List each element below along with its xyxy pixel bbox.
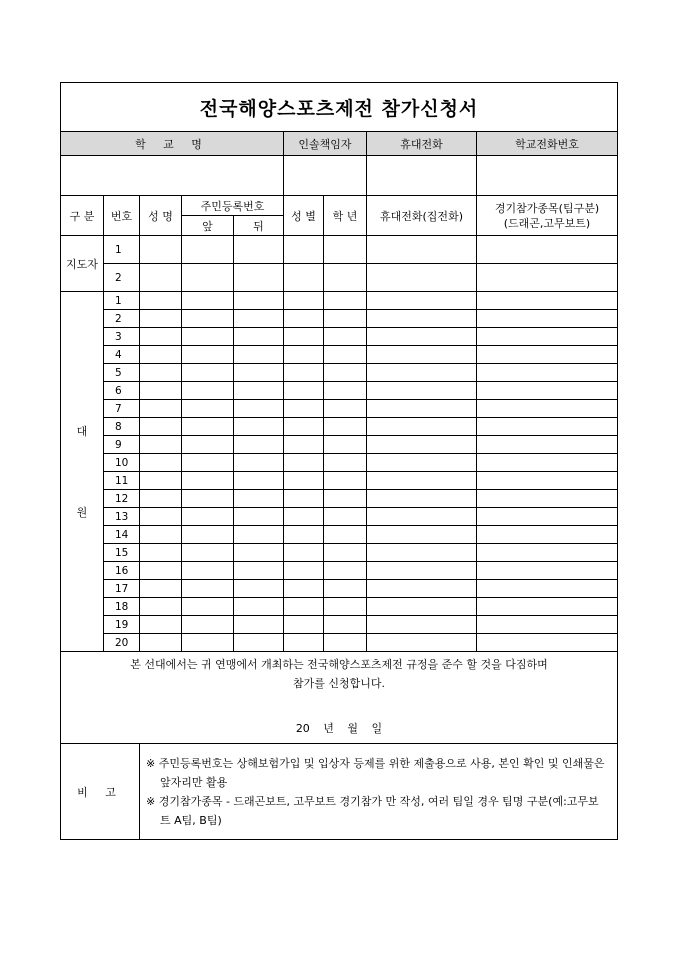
member-event-cell[interactable]: [477, 382, 618, 400]
member-row: [61, 490, 618, 508]
member-resident-front-cell[interactable]: [182, 634, 234, 652]
member-mobile-home-cell[interactable]: [367, 292, 477, 310]
member-mobile-home-cell[interactable]: [367, 328, 477, 346]
member-event-cell[interactable]: [477, 418, 618, 436]
member-event-cell[interactable]: [477, 544, 618, 562]
member-row-number: 15: [104, 544, 140, 562]
member-grade-cell[interactable]: [324, 490, 367, 508]
member-event-cell[interactable]: [477, 526, 618, 544]
member-name-cell[interactable]: [140, 400, 182, 418]
member-resident-back-cell[interactable]: [234, 598, 284, 616]
member-name-cell[interactable]: [140, 310, 182, 328]
member-mobile-home-cell[interactable]: [367, 310, 477, 328]
member-resident-back-cell[interactable]: [234, 418, 284, 436]
member-event-cell[interactable]: [477, 598, 618, 616]
member-row: [61, 436, 618, 454]
member-event-cell[interactable]: [477, 436, 618, 454]
member-gender-cell[interactable]: [284, 382, 324, 400]
member-row-number: 1: [104, 292, 140, 310]
member-resident-back-cell[interactable]: [234, 436, 284, 454]
member-resident-front-cell[interactable]: [182, 346, 234, 364]
member-resident-back-cell[interactable]: [234, 400, 284, 418]
member-resident-back-cell[interactable]: [234, 526, 284, 544]
member-resident-front-cell[interactable]: [182, 526, 234, 544]
member-gender-cell[interactable]: [284, 526, 324, 544]
member-grade-cell[interactable]: [324, 364, 367, 382]
member-name-cell[interactable]: [140, 490, 182, 508]
member-row: [61, 418, 618, 436]
pledge-statement: [61, 652, 618, 744]
instructor-grade-cell[interactable]: [324, 236, 367, 264]
member-row: [61, 598, 618, 616]
member-gender-cell[interactable]: [284, 562, 324, 580]
member-resident-front-cell[interactable]: [182, 400, 234, 418]
member-grade-cell[interactable]: [324, 598, 367, 616]
instructor-row: [61, 236, 618, 264]
member-resident-front-cell[interactable]: [182, 328, 234, 346]
member-name-cell[interactable]: [140, 436, 182, 454]
member-mobile-home-cell[interactable]: [367, 490, 477, 508]
member-resident-front-cell[interactable]: [182, 382, 234, 400]
member-gender-cell[interactable]: [284, 544, 324, 562]
member-resident-front-cell[interactable]: [182, 562, 234, 580]
member-resident-front-cell[interactable]: [182, 436, 234, 454]
member-gender-cell[interactable]: [284, 436, 324, 454]
member-gender-cell[interactable]: [284, 346, 324, 364]
member-gender-cell[interactable]: [284, 364, 324, 382]
member-name-cell[interactable]: [140, 544, 182, 562]
member-event-cell[interactable]: [477, 328, 618, 346]
member-name-cell[interactable]: [140, 418, 182, 436]
instructor-event-cell[interactable]: [477, 236, 618, 264]
member-resident-front-cell[interactable]: [182, 364, 234, 382]
instructor-row-number: 2: [104, 264, 140, 292]
member-mobile-home-cell[interactable]: [367, 598, 477, 616]
member-resident-back-cell[interactable]: [234, 562, 284, 580]
member-event-cell[interactable]: [477, 292, 618, 310]
member-resident-back-cell[interactable]: [234, 490, 284, 508]
instructor-rows: [61, 236, 618, 292]
member-resident-back-cell[interactable]: [234, 634, 284, 652]
school-phone-field[interactable]: [477, 156, 618, 196]
resident-back-header: 뒤: [234, 216, 284, 236]
member-grade-cell[interactable]: [324, 346, 367, 364]
member-gender-cell[interactable]: [284, 634, 324, 652]
member-resident-front-cell[interactable]: [182, 472, 234, 490]
member-grade-cell[interactable]: [324, 328, 367, 346]
member-resident-back-cell[interactable]: [234, 580, 284, 598]
member-row: [61, 454, 618, 472]
member-resident-back-cell[interactable]: [234, 310, 284, 328]
leader-field[interactable]: [284, 156, 367, 196]
member-mobile-home-cell[interactable]: [367, 634, 477, 652]
member-name-cell[interactable]: [140, 472, 182, 490]
member-grade-cell[interactable]: [324, 580, 367, 598]
member-event-cell[interactable]: [477, 562, 618, 580]
member-event-cell[interactable]: [477, 346, 618, 364]
member-label: [61, 292, 104, 652]
instructor-gender-cell[interactable]: [284, 236, 324, 264]
member-resident-back-cell[interactable]: [234, 544, 284, 562]
leader-header: 인솔책임자: [284, 132, 367, 156]
member-gender-cell[interactable]: [284, 472, 324, 490]
member-event-cell[interactable]: [477, 364, 618, 382]
member-row: [61, 400, 618, 418]
member-grade-cell[interactable]: [324, 634, 367, 652]
member-mobile-home-cell[interactable]: [367, 508, 477, 526]
member-name-cell[interactable]: [140, 508, 182, 526]
member-name-cell[interactable]: [140, 562, 182, 580]
member-row: [61, 634, 618, 652]
member-gender-cell[interactable]: [284, 454, 324, 472]
member-mobile-home-cell[interactable]: [367, 364, 477, 382]
member-gender-cell[interactable]: [284, 400, 324, 418]
member-mobile-home-cell[interactable]: [367, 580, 477, 598]
resident-no-header: 주민등록번호: [182, 196, 284, 216]
member-row-number: 20: [104, 634, 140, 652]
member-row: [61, 364, 618, 382]
application-table: [60, 82, 618, 840]
member-mobile-home-cell[interactable]: [367, 544, 477, 562]
member-mobile-home-cell[interactable]: [367, 418, 477, 436]
member-row: [61, 526, 618, 544]
member-name-cell[interactable]: [140, 346, 182, 364]
member-gender-cell[interactable]: [284, 616, 324, 634]
grade-header: 학 년: [324, 196, 367, 236]
pledge-line1: 본 선대에서는 귀 연맹에서 개최하는 전국해양스포츠제전 규정을 준수 할 것을 다짐하며: [130, 658, 548, 671]
member-row: [61, 328, 618, 346]
member-row-number: 18: [104, 598, 140, 616]
member-name-cell[interactable]: [140, 634, 182, 652]
member-gender-cell[interactable]: [284, 508, 324, 526]
member-row-number: 17: [104, 580, 140, 598]
member-grade-cell[interactable]: [324, 310, 367, 328]
remark-note: ※ 경기참가종목 - 드래곤보트, 고무보트 경기참가 만 작성, 여러 팀일 경우 팀명 구분(예:고무보트 A팀, B팀): [146, 795, 599, 827]
member-mobile-home-cell[interactable]: [367, 346, 477, 364]
member-name-cell[interactable]: [140, 364, 182, 382]
member-resident-front-cell[interactable]: [182, 490, 234, 508]
member-name-cell[interactable]: [140, 328, 182, 346]
member-resident-back-cell[interactable]: [234, 616, 284, 634]
instructor-grade-cell[interactable]: [324, 264, 367, 292]
member-resident-front-cell[interactable]: [182, 508, 234, 526]
member-resident-back-cell[interactable]: [234, 346, 284, 364]
member-row: [61, 382, 618, 400]
member-mobile-home-cell[interactable]: [367, 472, 477, 490]
name-header: 성 명: [140, 196, 182, 236]
member-resident-front-cell[interactable]: [182, 310, 234, 328]
member-resident-back-cell[interactable]: [234, 508, 284, 526]
member-row: [61, 292, 618, 310]
member-resident-back-cell[interactable]: [234, 328, 284, 346]
event-header-line2: (드래곤,고무보트): [503, 216, 591, 230]
member-rows: [61, 292, 618, 652]
member-row-number: 3: [104, 328, 140, 346]
member-row-number: 2: [104, 310, 140, 328]
member-grade-cell[interactable]: [324, 472, 367, 490]
member-row-number: 11: [104, 472, 140, 490]
member-resident-front-cell[interactable]: [182, 616, 234, 634]
instructor-name-cell[interactable]: [140, 264, 182, 292]
member-row: [61, 472, 618, 490]
member-resident-back-cell[interactable]: [234, 454, 284, 472]
member-row-number: 19: [104, 616, 140, 634]
mobile-home-header: 휴대전화(집전화): [367, 196, 477, 236]
member-row-number: 9: [104, 436, 140, 454]
member-mobile-home-cell[interactable]: [367, 436, 477, 454]
member-grade-cell[interactable]: [324, 508, 367, 526]
member-grade-cell[interactable]: [324, 418, 367, 436]
member-row-number: 5: [104, 364, 140, 382]
member-resident-front-cell[interactable]: [182, 292, 234, 310]
member-resident-front-cell[interactable]: [182, 418, 234, 436]
member-name-cell[interactable]: [140, 526, 182, 544]
member-event-cell[interactable]: [477, 508, 618, 526]
event-header: [477, 196, 618, 236]
instructor-resident-back-cell[interactable]: [234, 236, 284, 264]
member-gender-cell[interactable]: [284, 292, 324, 310]
member-name-cell[interactable]: [140, 598, 182, 616]
member-gender-cell[interactable]: [284, 328, 324, 346]
member-gender-cell[interactable]: [284, 598, 324, 616]
member-name-cell[interactable]: [140, 382, 182, 400]
member-gender-cell[interactable]: [284, 310, 324, 328]
instructor-name-cell[interactable]: [140, 236, 182, 264]
remarks-label: 비 고: [61, 744, 140, 840]
pledge-line2: 참가를 신청합니다.: [293, 677, 386, 690]
member-resident-back-cell[interactable]: [234, 472, 284, 490]
member-row-number: 14: [104, 526, 140, 544]
instructor-row-number: 1: [104, 236, 140, 264]
member-gender-cell[interactable]: [284, 418, 324, 436]
instructor-resident-front-cell[interactable]: [182, 264, 234, 292]
instructor-row: [61, 264, 618, 292]
member-resident-front-cell[interactable]: [182, 580, 234, 598]
member-resident-front-cell[interactable]: [182, 544, 234, 562]
member-row: [61, 580, 618, 598]
number-header: 번호: [104, 196, 140, 236]
application-form: [60, 82, 617, 840]
member-row-number: 8: [104, 418, 140, 436]
member-grade-cell[interactable]: [324, 616, 367, 634]
member-resident-back-cell[interactable]: [234, 382, 284, 400]
member-name-cell[interactable]: [140, 616, 182, 634]
member-resident-front-cell[interactable]: [182, 598, 234, 616]
member-grade-cell[interactable]: [324, 526, 367, 544]
member-name-cell[interactable]: [140, 454, 182, 472]
member-mobile-home-cell[interactable]: [367, 400, 477, 418]
form-title: 전국해양스포츠제전 참가신청서: [61, 83, 618, 132]
member-resident-front-cell[interactable]: [182, 454, 234, 472]
member-row-number: 16: [104, 562, 140, 580]
member-event-cell[interactable]: [477, 490, 618, 508]
member-grade-cell[interactable]: [324, 382, 367, 400]
member-label-top: 대: [76, 425, 88, 438]
instructor-mobile-home-cell[interactable]: [367, 236, 477, 264]
remarks-notes: [140, 744, 618, 840]
member-row-number: 6: [104, 382, 140, 400]
member-mobile-home-cell[interactable]: [367, 616, 477, 634]
member-row-number: 7: [104, 400, 140, 418]
member-resident-back-cell[interactable]: [234, 364, 284, 382]
gender-header: 성 별: [284, 196, 324, 236]
member-name-cell[interactable]: [140, 292, 182, 310]
category-header: 구 분: [61, 196, 104, 236]
member-gender-cell[interactable]: [284, 490, 324, 508]
member-event-cell[interactable]: [477, 616, 618, 634]
member-resident-back-cell[interactable]: [234, 292, 284, 310]
member-gender-cell[interactable]: [284, 580, 324, 598]
member-mobile-home-cell[interactable]: [367, 562, 477, 580]
member-event-cell[interactable]: [477, 580, 618, 598]
instructor-event-cell[interactable]: [477, 264, 618, 292]
mobile-field[interactable]: [367, 156, 477, 196]
school-name-field[interactable]: [61, 156, 284, 196]
instructor-label: [61, 236, 104, 292]
instructor-label-text: 지도자: [66, 257, 98, 271]
remark-note: ※ 주민등록번호는 상해보험가입 및 입상자 등제를 위한 제출용으로 사용, 본인 확인 및 인쇄물은 앞자리만 활용: [146, 757, 605, 789]
instructor-resident-front-cell[interactable]: [182, 236, 234, 264]
member-grade-cell[interactable]: [324, 436, 367, 454]
member-grade-cell[interactable]: [324, 544, 367, 562]
member-name-cell[interactable]: [140, 580, 182, 598]
member-row: [61, 562, 618, 580]
member-event-cell[interactable]: [477, 472, 618, 490]
member-grade-cell[interactable]: [324, 292, 367, 310]
member-row: [61, 310, 618, 328]
member-row-number: 13: [104, 508, 140, 526]
member-grade-cell[interactable]: [324, 454, 367, 472]
member-row-number: 4: [104, 346, 140, 364]
member-mobile-home-cell[interactable]: [367, 454, 477, 472]
member-event-cell[interactable]: [477, 454, 618, 472]
member-row: [61, 544, 618, 562]
member-mobile-home-cell[interactable]: [367, 382, 477, 400]
member-event-cell[interactable]: [477, 310, 618, 328]
school-name-header: 학 교 명: [61, 132, 284, 156]
mobile-header: 휴대전화: [367, 132, 477, 156]
resident-front-header: 앞: [182, 216, 234, 236]
member-row: [61, 508, 618, 526]
member-row: [61, 616, 618, 634]
instructor-mobile-home-cell[interactable]: [367, 264, 477, 292]
member-mobile-home-cell[interactable]: [367, 526, 477, 544]
member-event-cell[interactable]: [477, 634, 618, 652]
member-row-number: 12: [104, 490, 140, 508]
school-phone-header: 학교전화번호: [477, 132, 618, 156]
member-grade-cell[interactable]: [324, 562, 367, 580]
member-row: [61, 346, 618, 364]
event-header-line1: 경기참가종목(팀구분): [494, 201, 600, 215]
member-grade-cell[interactable]: [324, 400, 367, 418]
instructor-resident-back-cell[interactable]: [234, 264, 284, 292]
pledge-date: 20 년 월 일: [295, 722, 383, 735]
instructor-gender-cell[interactable]: [284, 264, 324, 292]
member-row-number: 10: [104, 454, 140, 472]
member-label-bottom: 원: [76, 506, 88, 519]
member-event-cell[interactable]: [477, 400, 618, 418]
